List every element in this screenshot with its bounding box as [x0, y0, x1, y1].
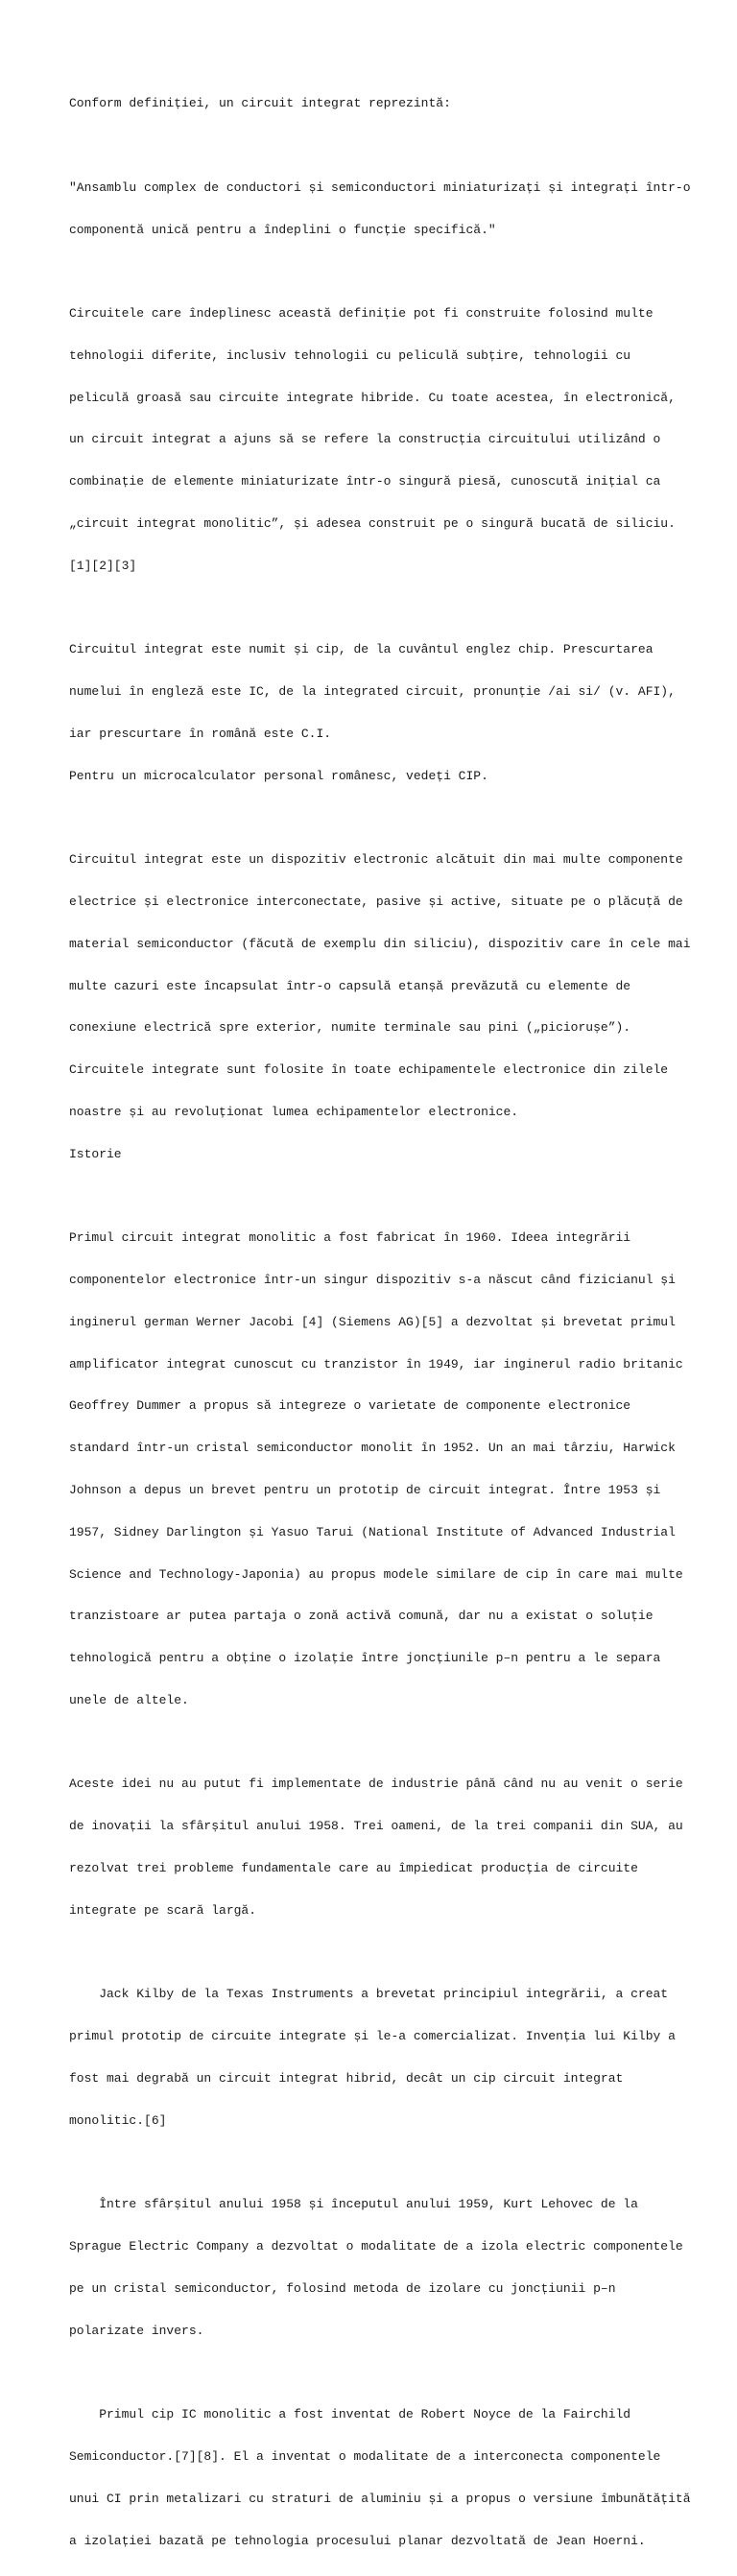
text-line: Semiconductor.[7][8]. El a inventat o modalitate de a interconecta componentele — [69, 2448, 661, 2464]
paragraph-description — [69, 825, 722, 1189]
paragraph-technologies — [69, 279, 722, 602]
text-line: Johnson a depus un brevet pentru un prototip de circuit integrat. Între 1953 și — [69, 1482, 661, 1497]
text-line: de inovații la sfârșitul anului 1958. Trei oameni, de la trei companii din SUA, au — [69, 1819, 683, 1834]
paragraph-definition-quote — [69, 154, 722, 266]
text-line: "Ansamblu complex de conductori și semiconductori miniaturizați și integrați într-o — [69, 179, 691, 195]
text-line: Conform definiției, un circuit integrat reprezintă: — [69, 96, 451, 111]
paragraph-naming — [69, 615, 722, 811]
text-line: peliculă groasă sau circuite integrate hibride. Cu toate acestea, în electronică, — [69, 390, 676, 405]
text-line: 1957, Sidney Darlington și Yasuo Tarui (National Institute of Advanced Industrial — [69, 1524, 676, 1539]
text-line: Science and Technology-Japonia) au propus modele similare de cip în care mai multe — [69, 1566, 683, 1582]
text-line: componentelor electronice într-un singur dispozitiv s-a născut când fizicianul și — [69, 1273, 676, 1288]
text-line: unui CI prin metalizari cu straturi de aluminiu și a propus o versiune îmbunătățită — [69, 2491, 691, 2506]
paragraph-history-origins — [69, 1204, 722, 1736]
text-line: pe un cristal semiconductor, folosind metoda de izolare cu joncțiunii p–n — [69, 2280, 616, 2296]
text-line: integrate pe scară largă. — [69, 1902, 257, 1918]
text-line: tehnologii diferite, inclusiv tehnologii cu peliculă subțire, tehnologii cu — [69, 347, 631, 363]
text-line: „circuit integrat monolitic”, și adesea construit pe o singură bucată de siliciu. — [69, 516, 676, 531]
text-line: componentă unică pentru a îndeplini o funcție specifică." — [69, 222, 496, 237]
text-line: material semiconductor (făcută de exemplu din siliciu), dispozitiv care în cele mai — [69, 936, 691, 951]
paragraph-definition-intro — [69, 69, 722, 139]
text-line: combinație de elemente miniaturizate într-o singură piesă, cunoscută inițial ca — [69, 474, 661, 489]
text-line: primul prototip de circuite integrate și le-a comercializat. Invenția lui Kilby a — [69, 2029, 676, 2044]
text-line: Aceste idei nu au putut fi implementate de industrie până când nu au venit o serie — [69, 1777, 683, 1792]
text-line: Circuitul integrat este numit și cip, de la cuvântul englez chip. Prescurtarea — [69, 642, 654, 657]
text-line: Jack Kilby de la Texas Instruments a brevetat principiul integrării, a creat — [69, 1987, 669, 2002]
text-line: Geoffrey Dummer a propus să integreze o varietate de componente electronice — [69, 1398, 631, 1414]
text-line: Pentru un microcalculator personal românesc, vedeți CIP. — [69, 768, 488, 783]
text-line: tehnologică pentru a obține o izolație între joncțiunile p–n pentru a le separa — [69, 1651, 661, 1666]
text-line: multe cazuri este încapsulat într-o capsulă etanșă prevăzută cu elemente de — [69, 978, 631, 993]
text-line: Circuitele care îndeplinesc această definiție pot fi construite folosind multe — [69, 306, 654, 322]
text-line: polarizate invers. — [69, 2323, 204, 2338]
text-line: amplificator integrat cunoscut cu tranzistor în 1949, iar inginerul radio britanic — [69, 1356, 683, 1371]
paragraph-noyce — [69, 2380, 722, 2576]
text-line: Primul circuit integrat monolitic a fost fabricat în 1960. Ideea integrării — [69, 1230, 631, 1246]
section-heading-history: Istorie — [69, 1146, 122, 1161]
text-line: Sprague Electric Company a dezvoltat o modalitate de a izola electric componentele — [69, 2239, 683, 2254]
text-line: Primul cip IC monolitic a fost inventat de Robert Noyce de la Fairchild — [69, 2407, 631, 2422]
paragraph-lehovec — [69, 2170, 722, 2366]
text-line: fost mai degrabă un circuit integrat hibrid, decât un cip circuit integrat — [69, 2070, 624, 2086]
text-line: standard într-un cristal semiconductor monolit în 1952. Un an mai târziu, Harwick — [69, 1441, 676, 1456]
text-line: noastre și au revoluționat lumea echipamentelor electronice. — [69, 1104, 519, 1119]
text-line: Circuitele integrate sunt folosite în toate echipamentele electronice din zilele — [69, 1062, 669, 1078]
text-line: unele de altele. — [69, 1692, 189, 1707]
text-line: un circuit integrat a ajuns să se refere la construcția circuitului utilizând o — [69, 432, 661, 447]
text-line: Circuitul integrat este un dispozitiv electronic alcătuit din mai multe componente — [69, 852, 683, 868]
text-line: monolitic.[6] — [69, 2112, 167, 2128]
text-line: conexiune electrică spre exterior, numite terminale sau pini („piciorușe”). — [69, 1020, 631, 1036]
text-line: a izolației bazată pe tehnologia procesului planar dezvoltată de Jean Hoerni. — [69, 2533, 646, 2548]
paragraph-history-1958 — [69, 1750, 722, 1945]
document-page — [69, 69, 722, 2576]
text-line: tranzistoare ar putea partaja o zonă activă comună, dar nu a existat o soluție — [69, 1609, 654, 1624]
text-line: numelui în engleză este IC, de la integrated circuit, pronunție /ai si/ (v. AFI), — [69, 684, 676, 700]
text-line: rezolvat trei probleme fundamentale care au împiedicat producția de circuite — [69, 1861, 638, 1875]
text-line: iar prescurtare în română este C.I. — [69, 726, 332, 741]
text-line: inginerul german Werner Jacobi [4] (Siemens AG)[5] a dezvoltat și brevetat primul — [69, 1314, 676, 1329]
text-line: [1][2][3] — [69, 558, 137, 573]
text-line: Între sfârșitul anului 1958 și începutul anului 1959, Kurt Lehovec de la — [69, 2197, 638, 2212]
paragraph-kilby — [69, 1960, 722, 2156]
text-line: electrice și electronice interconectate, pasive și active, situate pe o plăcuță de — [69, 894, 683, 910]
